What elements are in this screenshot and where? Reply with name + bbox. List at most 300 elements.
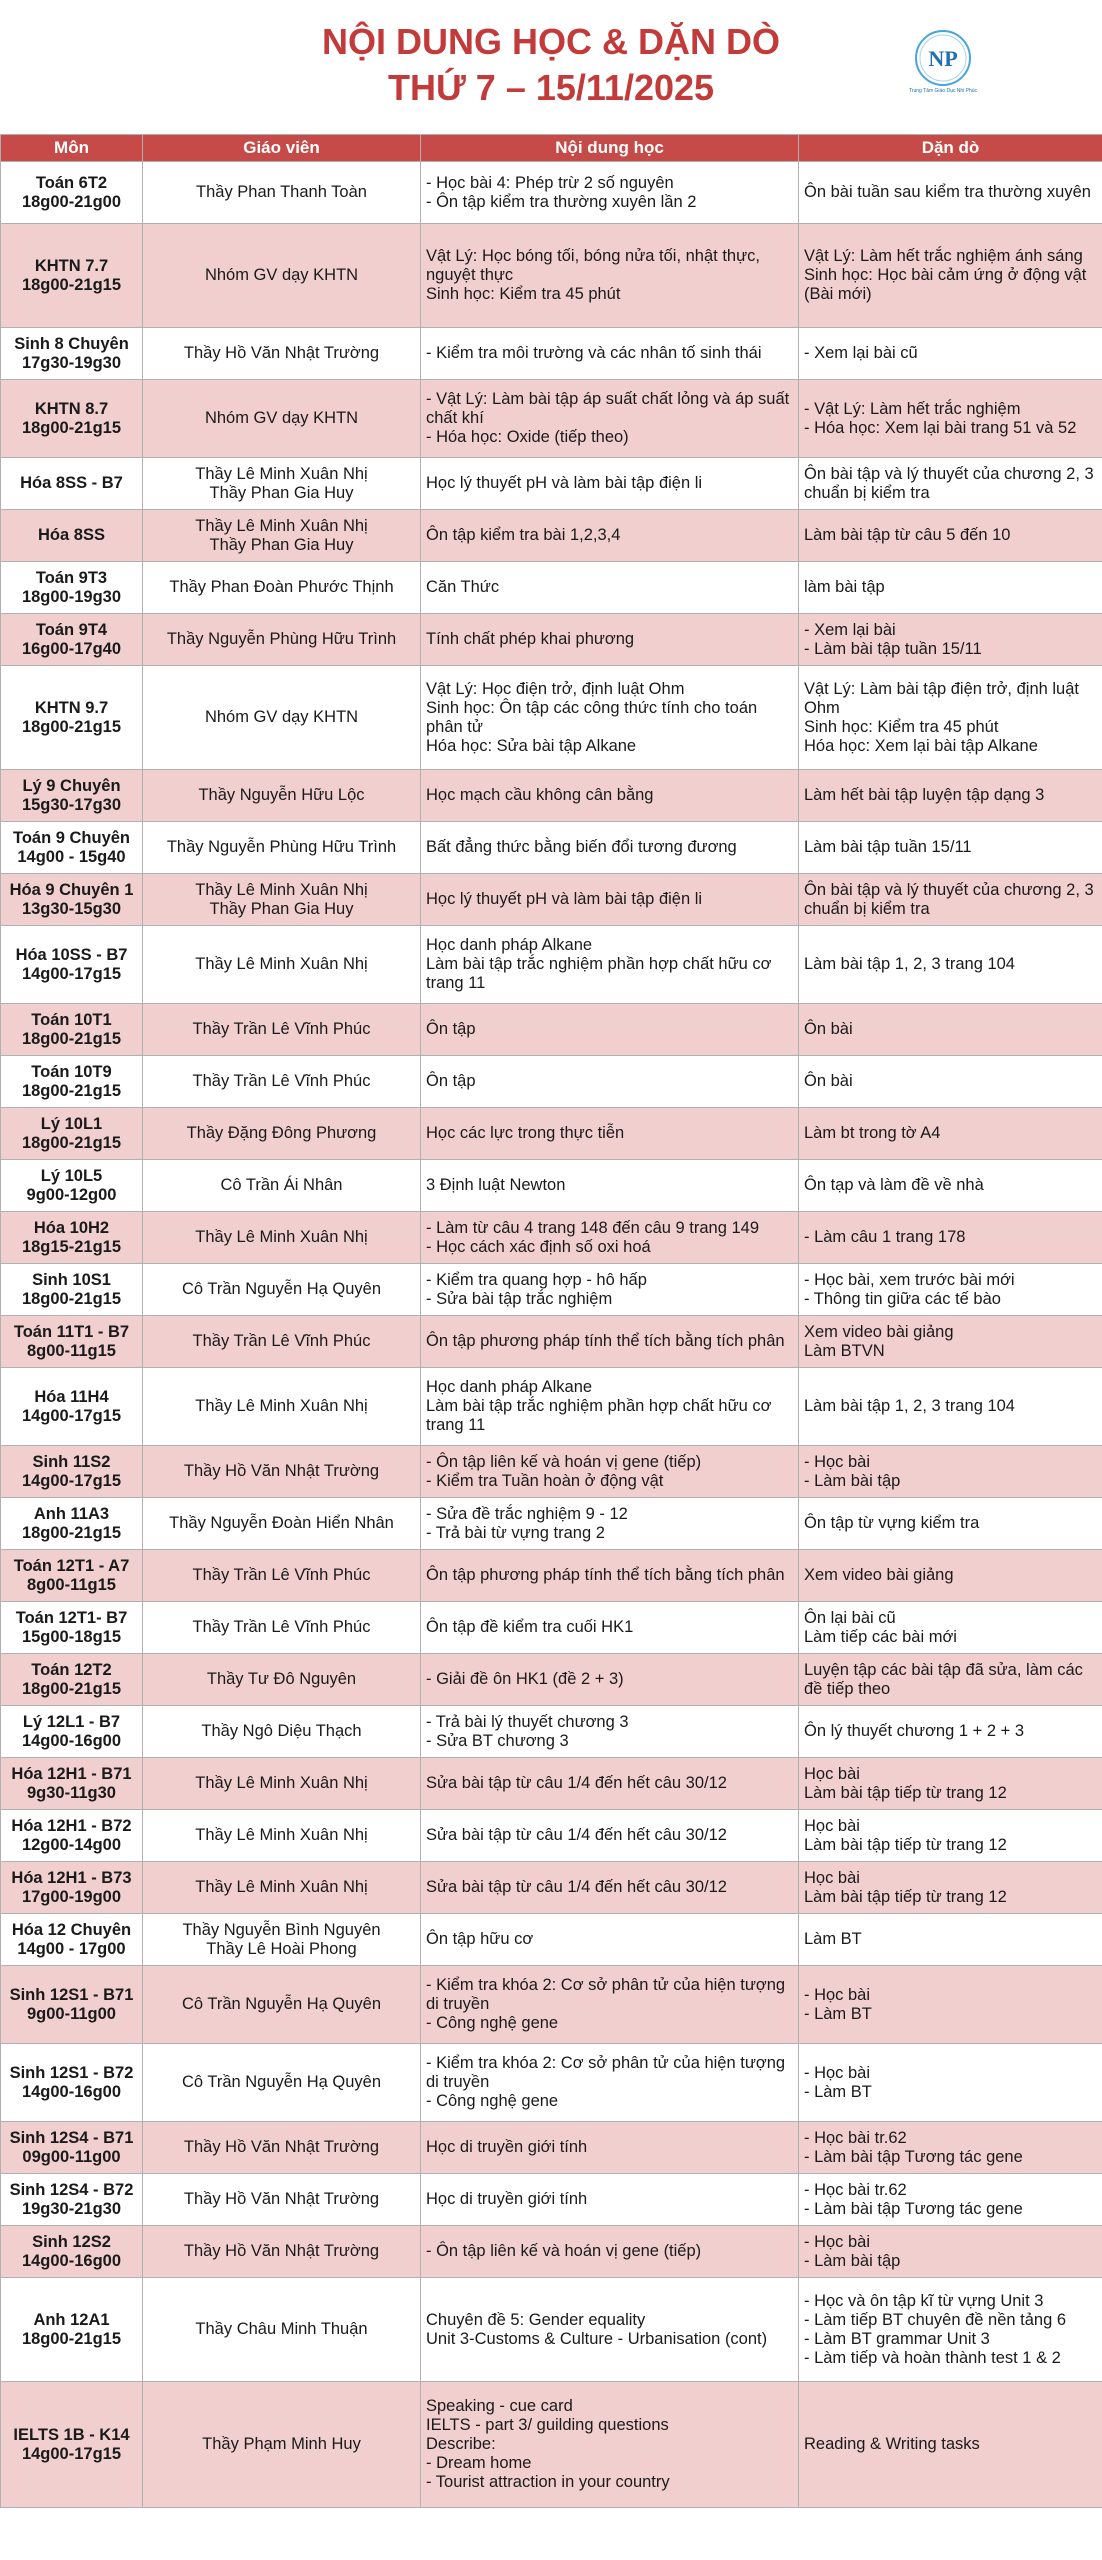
table-row — [1, 926, 1102, 1004]
table-row — [1, 874, 1102, 926]
teacher-cell-line: Thầy Nguyễn Phùng Hữu Trình — [166, 838, 397, 856]
content-cell-line: Ôn tập phương pháp tính thể tích bằng tích phân — [426, 1332, 785, 1350]
subject-cell-line: Toán 11T1 - B7 — [13, 1322, 130, 1341]
homework-cell — [799, 1056, 1102, 1108]
homework-cell-line: Ôn bài tuần sau kiểm tra thường xuyên — [804, 183, 1091, 201]
subject-cell-line: 17g00-19g00 — [21, 1887, 122, 1906]
content-cell — [421, 510, 799, 562]
teacher-cell — [143, 328, 421, 380]
homework-cell-line: Sinh học: Học bài cảm ứng ở động vật (Bài mới) — [804, 266, 1091, 303]
teacher-cell — [143, 1602, 421, 1654]
homework-cell-line: Làm bt trong tờ A4 — [804, 1124, 941, 1142]
teacher-cell — [143, 2174, 421, 2226]
subject-cell-line: Hóa 10SS - B7 — [15, 945, 128, 964]
homework-cell-line: - Học bài tr.62 — [804, 2180, 907, 2199]
homework-cell-line: Xem video bài giảng — [804, 1322, 954, 1341]
homework-cell — [799, 328, 1102, 380]
subject-cell-line: Toán 9T3 — [35, 568, 108, 587]
subject-cell — [1, 614, 143, 666]
homework-cell — [799, 1758, 1102, 1810]
homework-cell-line: Làm bài tập 1, 2, 3 trang 104 — [804, 955, 1015, 973]
homework-cell — [799, 1550, 1102, 1602]
teacher-cell — [143, 2044, 421, 2122]
subject-cell-line: Sinh 11S2 — [32, 1452, 111, 1471]
subject-cell-line: 17g30-19g30 — [21, 353, 122, 372]
content-cell — [421, 1966, 799, 2044]
subject-cell-line: Toán 12T1- B7 — [15, 1608, 128, 1627]
table-row — [1, 1654, 1102, 1706]
table-row — [1, 770, 1102, 822]
content-cell-line: - Học cách xác định số oxi hoá — [426, 1237, 651, 1256]
homework-cell-line: - Vật Lý: Làm hết trắc nghiệm — [804, 399, 1021, 418]
teacher-cell-line: Thầy Lê Minh Xuân Nhị — [195, 880, 368, 899]
content-cell — [421, 614, 799, 666]
content-cell-line: - Làm từ câu 4 trang 148 đến câu 9 trang 149 — [426, 1218, 760, 1237]
content-cell-line: Ôn tập — [426, 1072, 476, 1090]
homework-cell-line: - Xem lại bài — [804, 620, 896, 639]
subject-cell-line: 18g00-21g15 — [21, 1523, 122, 1542]
content-cell — [421, 1550, 799, 1602]
teacher-cell — [143, 1550, 421, 1602]
subject-cell-line: 8g00-11g15 — [27, 1575, 116, 1594]
subject-cell-line: 15g00-18g15 — [21, 1627, 122, 1646]
table-row — [1, 1212, 1102, 1264]
homework-cell-line: - Học bài, xem trước bài mới — [804, 1270, 1015, 1289]
content-cell — [421, 874, 799, 926]
subject-cell-line: Toán 9T4 — [35, 620, 108, 639]
teacher-cell-line: Thầy Phan Gia Huy — [209, 899, 354, 918]
teacher-cell-line: Cô Trần Nguyễn Hạ Quyên — [181, 1995, 382, 2013]
teacher-cell — [143, 1056, 421, 1108]
subject-cell — [1, 1758, 143, 1810]
content-cell — [421, 458, 799, 510]
table-header-row — [1, 135, 1102, 162]
schedule-table — [0, 134, 1102, 2508]
subject-cell-line: 9g30-11g30 — [27, 1783, 116, 1802]
content-cell-line: - Ôn tập kiểm tra thường xuyên lần 2 — [426, 192, 697, 211]
homework-cell-line: Làm BTVN — [804, 1341, 885, 1360]
subject-cell-line: 09g00-11g00 — [22, 2147, 121, 2166]
content-cell-line: Học lý thuyết pH và làm bài tập điện li — [426, 474, 703, 492]
teacher-cell-line: Thầy Trần Lê Vĩnh Phúc — [192, 1332, 371, 1350]
teacher-cell — [143, 1368, 421, 1446]
table-row — [1, 2044, 1102, 2122]
teacher-cell — [143, 162, 421, 224]
homework-cell-line: Ôn lại bài cũ — [804, 1608, 896, 1627]
content-cell — [421, 770, 799, 822]
table-row — [1, 510, 1102, 562]
homework-cell — [799, 1108, 1102, 1160]
homework-cell — [799, 1446, 1102, 1498]
homework-cell — [799, 666, 1102, 770]
homework-cell-line: Hóa học: Xem lại bài tập Alkane — [804, 736, 1038, 755]
subject-cell-line: Sinh 12S1 - B71 — [9, 1985, 134, 2004]
table-row — [1, 1056, 1102, 1108]
content-cell — [421, 666, 799, 770]
content-cell-line: Vật Lý: Học điện trở, định luật Ohm — [426, 679, 685, 698]
teacher-cell-line: Thầy Nguyễn Hữu Lộc — [198, 786, 365, 804]
teacher-cell — [143, 1264, 421, 1316]
subject-cell-line: 14g00-16g00 — [21, 2082, 122, 2101]
teacher-cell — [143, 458, 421, 510]
teacher-cell — [143, 1914, 421, 1966]
subject-cell-line: 18g00-19g30 — [21, 587, 122, 606]
teacher-cell-line: Thầy Nguyễn Phùng Hữu Trình — [166, 630, 397, 648]
homework-cell-line: - Học bài — [804, 2232, 871, 2251]
teacher-cell-line: Nhóm GV dạy KHTN — [204, 266, 359, 284]
homework-cell — [799, 2122, 1102, 2174]
table-row — [1, 1706, 1102, 1758]
homework-cell-line: Học bài — [804, 1764, 860, 1783]
table-row — [1, 822, 1102, 874]
table-row — [1, 458, 1102, 510]
subject-cell-line: KHTN 9.7 — [34, 698, 109, 717]
teacher-cell — [143, 1108, 421, 1160]
homework-cell-line: - Làm tiếp và hoàn thành test 1 & 2 — [804, 2348, 1061, 2367]
table-row — [1, 2174, 1102, 2226]
homework-cell-line: Học bài — [804, 1816, 860, 1835]
teacher-cell-line: Thầy Ngô Diệu Thạch — [201, 1722, 362, 1740]
content-cell-line: Học các lực trong thực tiễn — [426, 1124, 625, 1142]
table-row — [1, 1160, 1102, 1212]
content-cell — [421, 224, 799, 328]
homework-cell-line: Làm bài tập tiếp từ trang 12 — [804, 1887, 1007, 1906]
teacher-cell — [143, 1758, 421, 1810]
homework-cell-line: Học bài — [804, 1868, 860, 1887]
content-cell-line: Làm bài tập trắc nghiệm phần hợp chất hữu cơ trang 11 — [426, 1397, 777, 1434]
homework-cell-line: Làm bài tập tiếp từ trang 12 — [804, 1835, 1007, 1854]
teacher-cell — [143, 874, 421, 926]
teacher-cell — [143, 2122, 421, 2174]
homework-cell-line: làm bài tập — [804, 578, 885, 596]
subject-cell-line: 14g00-17g15 — [21, 1471, 122, 1490]
homework-cell — [799, 1914, 1102, 1966]
content-cell-line: Học di truyền giới tính — [426, 2190, 588, 2208]
content-cell — [421, 2226, 799, 2278]
content-cell — [421, 1212, 799, 1264]
content-cell-line: - Ôn tập liên kế và hoán vị gene (tiếp) — [426, 1452, 702, 1471]
content-cell-line: Ôn tập kiểm tra bài 1,2,3,4 — [426, 526, 621, 544]
content-cell-line: - Học bài 4: Phép trừ 2 số nguyên — [426, 173, 674, 192]
table-row — [1, 1758, 1102, 1810]
subject-cell-line: Hóa 11H4 — [34, 1387, 109, 1406]
content-cell-line: - Trả bài từ vựng trang 2 — [426, 1523, 605, 1542]
teacher-cell-line: Thầy Hồ Văn Nhật Trường — [183, 344, 380, 362]
homework-cell-line: Ôn bài tập và lý thuyết của chương 2, 3 chuẩn bị kiểm tra — [804, 880, 1099, 918]
homework-cell — [799, 1966, 1102, 2044]
homework-cell-line: Làm tiếp các bài mới — [804, 1627, 957, 1646]
teacher-cell-line: Thầy Phan Gia Huy — [209, 483, 354, 502]
content-cell-line: Sinh học: Kiểm tra 45 phút — [426, 285, 621, 303]
teacher-cell-line: Thầy Lê Minh Xuân Nhị — [195, 1826, 368, 1844]
teacher-cell-line: Thầy Lê Minh Xuân Nhị — [195, 464, 368, 483]
homework-cell — [799, 2278, 1102, 2382]
content-cell-line: - Ôn tập liên kế và hoán vị gene (tiếp) — [426, 2242, 702, 2260]
table-row — [1, 562, 1102, 614]
teacher-cell — [143, 1862, 421, 1914]
homework-cell-line: - Học bài tr.62 — [804, 2128, 907, 2147]
content-cell — [421, 1602, 799, 1654]
content-cell-line: Unit 3-Customs & Culture - Urbanisation (cont) — [426, 2329, 768, 2348]
content-cell-line: Học mạch cầu không cân bằng — [426, 786, 654, 804]
content-cell-line: Ôn tập — [426, 1020, 476, 1038]
teacher-cell — [143, 1706, 421, 1758]
content-cell — [421, 2174, 799, 2226]
content-cell-line: - Kiểm tra khóa 2: Cơ sở phân tử của hiện tượng di truyền — [426, 2054, 790, 2091]
homework-cell-line: Vật Lý: Làm hết trắc nghiệm ánh sáng — [804, 247, 1083, 265]
subject-cell-line: 14g00-16g00 — [21, 2251, 122, 2270]
content-cell-line: Học danh pháp Alkane — [426, 936, 593, 954]
subject-cell-line: 18g00-21g15 — [21, 717, 122, 736]
subject-cell — [1, 328, 143, 380]
subject-cell-line: Lý 10L1 — [40, 1114, 103, 1133]
teacher-cell-line: Thầy Lê Minh Xuân Nhị — [195, 1774, 368, 1792]
teacher-cell — [143, 510, 421, 562]
subject-cell-line: Hóa 12H1 - B72 — [11, 1816, 132, 1835]
subject-cell-line: 14g00 - 15g40 — [17, 847, 126, 866]
table-row — [1, 2278, 1102, 2382]
subject-cell — [1, 1498, 143, 1550]
subject-cell — [1, 562, 143, 614]
subject-cell — [1, 224, 143, 328]
teacher-cell-line: Thầy Lê Minh Xuân Nhị — [195, 516, 368, 535]
subject-cell-line: Hóa 8SS — [38, 526, 105, 544]
table-body — [1, 162, 1102, 2508]
subject-cell — [1, 874, 143, 926]
teacher-cell-line: Thầy Đặng Đông Phương — [186, 1124, 377, 1142]
homework-cell-line: - Làm BT grammar Unit 3 — [804, 2329, 990, 2348]
table-row — [1, 380, 1102, 458]
content-cell-line: Hóa học: Sửa bài tập Alkane — [426, 736, 637, 755]
page-title: NỘI DUNG HỌC & DẶN DÒ — [322, 21, 780, 62]
teacher-cell-line: Thầy Trần Lê Vĩnh Phúc — [192, 1618, 371, 1636]
content-cell — [421, 1758, 799, 1810]
content-cell-line: - Hóa học: Oxide (tiếp theo) — [426, 428, 629, 446]
teacher-cell — [143, 926, 421, 1004]
homework-cell-line: Làm bài tập tiếp từ trang 12 — [804, 1783, 1007, 1802]
content-cell-line: - Công nghệ gene — [426, 2092, 559, 2110]
teacher-cell-line: Nhóm GV dạy KHTN — [204, 409, 359, 427]
subject-cell-line: Toán 12T1 - A7 — [13, 1556, 130, 1575]
subject-cell-line: 18g00-21g15 — [21, 275, 122, 294]
teacher-cell — [143, 1654, 421, 1706]
content-cell — [421, 562, 799, 614]
teacher-cell-line: Thầy Hồ Văn Nhật Trường — [183, 2138, 380, 2156]
subject-cell-line: KHTN 7.7 — [34, 256, 109, 275]
teacher-cell-line: Thầy Hồ Văn Nhật Trường — [183, 1462, 380, 1480]
content-cell — [421, 162, 799, 224]
table-row — [1, 1264, 1102, 1316]
teacher-cell — [143, 666, 421, 770]
subject-cell — [1, 822, 143, 874]
teacher-cell-line: Thầy Lê Hoài Phong — [206, 1939, 357, 1958]
content-cell — [421, 1056, 799, 1108]
homework-cell-line: Luyện tập các bài tập đã sửa, làm các đề tiếp theo — [804, 1660, 1088, 1698]
subject-cell-line: 15g30-17g30 — [21, 795, 122, 814]
teacher-cell-line: Thầy Phan Thanh Toàn — [196, 183, 367, 201]
content-cell — [421, 328, 799, 380]
homework-cell-line: - Làm tiếp BT chuyên đề nền tảng 6 — [804, 2310, 1067, 2329]
homework-cell — [799, 2044, 1102, 2122]
subject-cell — [1, 926, 143, 1004]
subject-cell-line: Lý 10L5 — [40, 1166, 103, 1185]
subject-cell-line: Toán 6T2 — [35, 173, 108, 192]
teacher-cell-line: Thầy Phan Gia Huy — [209, 535, 354, 554]
subject-cell — [1, 1368, 143, 1446]
logo-icon — [913, 28, 973, 88]
teacher-cell-line: Thầy Nguyễn Bình Nguyên — [182, 1920, 381, 1939]
column-header-content: Nội dung học — [421, 135, 799, 162]
content-cell-line: Sửa bài tập từ câu 1/4 đến hết câu 30/12 — [426, 1826, 727, 1844]
content-cell-line: - Trả bài lý thuyết chương 3 — [426, 1712, 629, 1731]
subject-cell — [1, 1004, 143, 1056]
subject-cell-line: Sinh 12S2 — [32, 2232, 111, 2251]
teacher-cell — [143, 1966, 421, 2044]
homework-cell-line: Xem video bài giảng — [804, 1566, 954, 1584]
teacher-cell — [143, 1316, 421, 1368]
homework-cell-line: - Làm câu 1 trang 178 — [804, 1228, 966, 1246]
teacher-cell — [143, 1498, 421, 1550]
content-cell-line: Căn Thức — [426, 578, 500, 596]
subject-cell-line: 18g00-21g15 — [21, 1133, 122, 1152]
homework-cell — [799, 1368, 1102, 1446]
teacher-cell-line: Thầy Phạm Minh Huy — [202, 2435, 361, 2453]
homework-cell-line: - Học bài — [804, 1452, 871, 1471]
subject-cell — [1, 510, 143, 562]
subject-cell-line: Hóa 12H1 - B71 — [11, 1764, 132, 1783]
subject-cell — [1, 2044, 143, 2122]
subject-cell — [1, 2382, 143, 2508]
content-cell-line: - Kiểm tra khóa 2: Cơ sở phân tử của hiện tượng di truyền — [426, 1976, 790, 2013]
homework-cell — [799, 1004, 1102, 1056]
homework-cell-line: - Làm BT — [804, 2082, 872, 2101]
homework-cell-line: Sinh học: Kiểm tra 45 phút — [804, 717, 999, 736]
subject-cell-line: 14g00 - 17g00 — [17, 1939, 126, 1958]
subject-cell-line: Toán 10T1 — [31, 1010, 112, 1029]
content-cell-line: Bất đẳng thức bằng biến đổi tương đương — [426, 838, 737, 856]
content-cell-line: - Sửa bài tập trắc nghiệm — [426, 1289, 613, 1308]
subject-cell-line: 18g00-21g00 — [21, 192, 122, 211]
content-cell-line: Sửa bài tập từ câu 1/4 đến hết câu 30/12 — [426, 1774, 727, 1792]
subject-cell-line: Sinh 12S4 - B71 — [9, 2128, 134, 2147]
homework-cell-line: - Hóa học: Xem lại bài trang 51 và 52 — [804, 418, 1077, 437]
column-header-subject: Môn — [1, 135, 143, 162]
table-row — [1, 1966, 1102, 2044]
content-cell — [421, 2278, 799, 2382]
column-header-teacher: Giáo viên — [143, 135, 421, 162]
table-row — [1, 1810, 1102, 1862]
teacher-cell-line: Thầy Lê Minh Xuân Nhị — [195, 955, 368, 973]
content-cell — [421, 1862, 799, 1914]
subject-cell — [1, 1316, 143, 1368]
homework-cell-line: - Làm BT — [804, 2004, 872, 2023]
content-cell-line: - Vật Lý: Làm bài tập áp suất chất lỏng và áp suất chất khí — [426, 390, 794, 427]
content-cell — [421, 1446, 799, 1498]
subject-cell — [1, 1914, 143, 1966]
homework-cell — [799, 1862, 1102, 1914]
content-cell-line: Ôn tập hữu cơ — [426, 1930, 534, 1948]
content-cell-line: Ôn tập đề kiểm tra cuối HK1 — [426, 1618, 634, 1636]
homework-cell-line: Ôn tạp và làm đề về nhà — [804, 1176, 984, 1194]
homework-cell — [799, 770, 1102, 822]
teacher-cell-line: Cô Trần Nguyễn Hạ Quyên — [181, 2073, 382, 2091]
homework-cell-line: Vật Lý: Làm bài tập điện trở, định luật Ohm — [804, 679, 1084, 717]
content-cell-line: Sinh học: Ôn tập các công thức tính cho toán phân tử — [426, 698, 762, 736]
content-cell-line: Vật Lý: Học bóng tối, bóng nửa tối, nhật thực, nguyệt thực — [426, 247, 765, 284]
homework-cell — [799, 614, 1102, 666]
table-row — [1, 162, 1102, 224]
subject-cell — [1, 1550, 143, 1602]
subject-cell-line: 8g00-11g15 — [27, 1341, 116, 1360]
content-cell — [421, 1914, 799, 1966]
homework-cell — [799, 224, 1102, 328]
subject-cell — [1, 1108, 143, 1160]
table-row — [1, 614, 1102, 666]
logo-caption: Trung Tâm Giáo Dục Nhi Phúc — [908, 88, 978, 94]
table-row — [1, 1498, 1102, 1550]
homework-cell-line: Ôn lý thuyết chương 1 + 2 + 3 — [804, 1722, 1024, 1740]
table-row — [1, 1446, 1102, 1498]
content-cell — [421, 1810, 799, 1862]
content-cell-line: 3 Định luật Newton — [426, 1176, 566, 1194]
subject-cell — [1, 2226, 143, 2278]
subject-cell — [1, 1706, 143, 1758]
subject-cell-line: 12g00-14g00 — [21, 1835, 122, 1854]
subject-cell-line: 14g00-17g15 — [21, 1406, 122, 1425]
homework-cell — [799, 926, 1102, 1004]
teacher-cell — [143, 770, 421, 822]
content-cell-line: Học danh pháp Alkane — [426, 1378, 593, 1396]
homework-cell — [799, 1160, 1102, 1212]
content-cell-line: Tính chất phép khai phương — [426, 630, 635, 648]
homework-cell-line: - Học và ôn tập kĩ từ vựng Unit 3 — [804, 2291, 1044, 2310]
subject-cell-line: 18g00-21g15 — [21, 2329, 122, 2348]
content-cell — [421, 1654, 799, 1706]
subject-cell-line: Toán 9 Chuyên — [12, 828, 131, 847]
content-cell-line: - Dream home — [426, 2454, 532, 2472]
homework-cell — [799, 1316, 1102, 1368]
homework-cell — [799, 1264, 1102, 1316]
subject-cell-line: 18g15-21g15 — [21, 1237, 122, 1256]
subject-cell — [1, 1160, 143, 1212]
content-cell — [421, 822, 799, 874]
subject-cell-line: Sinh 10S1 — [32, 1270, 111, 1289]
subject-cell-line: 18g00-21g15 — [21, 1081, 122, 1100]
content-cell-line: Ôn tập phương pháp tính thể tích bằng tích phân — [426, 1566, 785, 1584]
subject-cell — [1, 1212, 143, 1264]
table-row — [1, 1108, 1102, 1160]
table-row — [1, 1862, 1102, 1914]
page-date: THỨ 7 – 15/11/2025 — [387, 67, 715, 108]
subject-cell-line: 18g00-21g15 — [21, 418, 122, 437]
table-row — [1, 224, 1102, 328]
teacher-cell-line: Cô Trần Nguyễn Hạ Quyên — [181, 1280, 382, 1298]
subject-cell-line: 9g00-11g00 — [27, 2004, 116, 2023]
content-cell-line: - Công nghệ gene — [426, 2014, 559, 2032]
subject-cell-line: Sinh 8 Chuyên — [14, 334, 129, 353]
homework-cell-line: Ôn bài — [804, 1020, 853, 1038]
table-row — [1, 2226, 1102, 2278]
subject-cell-line: Toán 10T9 — [31, 1062, 112, 1081]
table-row — [1, 2122, 1102, 2174]
subject-cell-line: Anh 11A3 — [33, 1504, 110, 1523]
teacher-cell — [143, 224, 421, 328]
content-cell-line: - Sửa BT chương 3 — [426, 1731, 569, 1750]
content-cell — [421, 1160, 799, 1212]
content-cell — [421, 1264, 799, 1316]
subject-cell — [1, 770, 143, 822]
teacher-cell — [143, 380, 421, 458]
